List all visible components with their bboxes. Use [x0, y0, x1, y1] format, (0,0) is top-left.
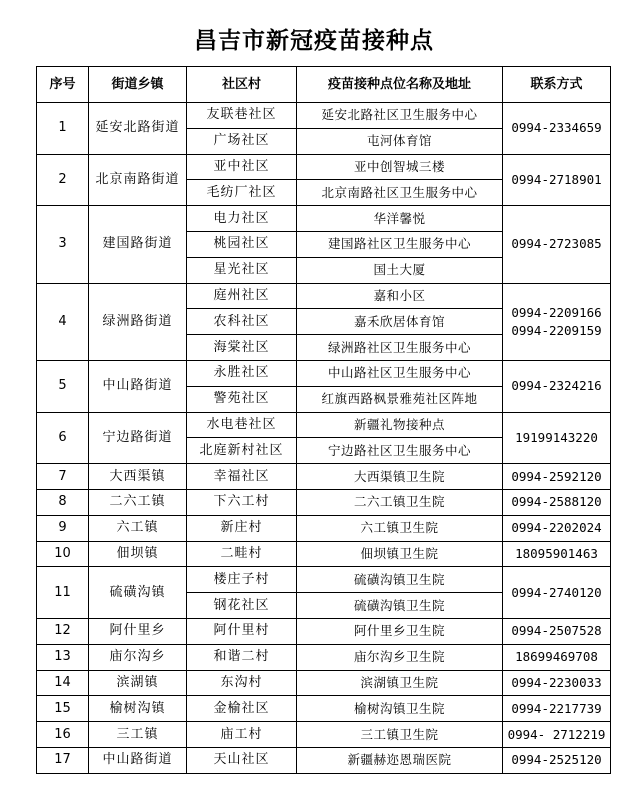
contact-cell [503, 541, 611, 567]
phone-number: 0994-2592120 [511, 468, 602, 484]
community-cell: 警苑社区 [187, 386, 297, 412]
table-row [37, 464, 611, 490]
site-cell: 亚中创智城三楼 [297, 154, 503, 180]
community-cell: 和谐二村 [187, 644, 297, 670]
contact-cell [503, 412, 611, 464]
header-contact: 联系方式 [503, 67, 611, 103]
community-cell: 钢花社区 [187, 593, 297, 619]
community-cell: 下六工村 [187, 489, 297, 515]
street-cell: 绿洲路街道 [89, 283, 187, 360]
street-cell: 庙尔沟乡 [89, 644, 187, 670]
community-cell: 友联巷社区 [187, 103, 297, 129]
table-row [37, 567, 611, 593]
seq-cell: 14 [37, 670, 89, 696]
table-row [37, 206, 611, 232]
site-cell: 华洋馨悦 [297, 206, 503, 232]
site-cell: 三工镇卫生院 [297, 722, 503, 748]
street-cell: 六工镇 [89, 515, 187, 541]
seq-cell: 5 [37, 360, 89, 412]
street-cell: 延安北路街道 [89, 103, 187, 155]
street-cell: 榆树沟镇 [89, 696, 187, 722]
seq-cell: 10 [37, 541, 89, 567]
street-cell: 滨湖镇 [89, 670, 187, 696]
seq-cell: 11 [37, 567, 89, 619]
header-street: 街道乡镇 [89, 67, 187, 103]
table-row [37, 360, 611, 386]
table-header-row [37, 67, 611, 103]
seq-cell: 4 [37, 283, 89, 360]
community-cell: 永胜社区 [187, 360, 297, 386]
site-cell: 延安北路社区卫生服务中心 [297, 103, 503, 129]
phone-number: 0994-2740120 [511, 584, 602, 600]
street-cell: 佃坝镇 [89, 541, 187, 567]
site-cell: 榆树沟镇卫生院 [297, 696, 503, 722]
community-cell: 水电巷社区 [187, 412, 297, 438]
table-row [37, 696, 611, 722]
street-cell: 大西渠镇 [89, 464, 187, 490]
table-body [37, 103, 611, 774]
street-cell: 硫磺沟镇 [89, 567, 187, 619]
site-cell: 中山路社区卫生服务中心 [297, 360, 503, 386]
contact-cell [503, 618, 611, 644]
phone-number: 18699469708 [515, 649, 598, 665]
table-row [37, 515, 611, 541]
seq-cell: 12 [37, 618, 89, 644]
seq-cell: 2 [37, 154, 89, 206]
seq-cell: 6 [37, 412, 89, 464]
street-cell: 建国路街道 [89, 206, 187, 283]
site-cell: 屯河体育馆 [297, 128, 503, 154]
header-seq: 序号 [37, 67, 89, 103]
seq-cell: 17 [37, 747, 89, 773]
site-cell: 硫磺沟镇卫生院 [297, 593, 503, 619]
site-cell: 新疆礼物接种点 [297, 412, 503, 438]
phone-number: 0994-2588120 [511, 494, 602, 510]
site-cell: 宁边路社区卫生服务中心 [297, 438, 503, 464]
contact-cell [503, 154, 611, 206]
community-cell: 星光社区 [187, 257, 297, 283]
contact-cell [503, 644, 611, 670]
seq-cell: 3 [37, 206, 89, 283]
community-cell: 天山社区 [187, 747, 297, 773]
community-cell: 毛纺厂社区 [187, 180, 297, 206]
street-cell: 中山路街道 [89, 747, 187, 773]
site-cell: 国土大厦 [297, 257, 503, 283]
community-cell: 亚中社区 [187, 154, 297, 180]
seq-cell: 15 [37, 696, 89, 722]
phone-number: 0994-2202024 [511, 520, 602, 536]
contact-cell [503, 515, 611, 541]
phone-number: 0994-2718901 [511, 171, 602, 187]
header-community: 社区村 [187, 67, 297, 103]
table-row [37, 283, 611, 309]
community-cell: 海棠社区 [187, 335, 297, 361]
phone-number: 0994-2324216 [511, 378, 602, 394]
community-cell: 农科社区 [187, 309, 297, 335]
phone-number: 0994-2209159 [511, 322, 602, 338]
vaccination-sites-table [36, 66, 611, 774]
site-cell: 嘉禾欣居体育馆 [297, 309, 503, 335]
street-cell: 二六工镇 [89, 489, 187, 515]
table-row [37, 722, 611, 748]
contact-cell [503, 696, 611, 722]
seq-cell: 1 [37, 103, 89, 155]
site-cell: 建国路社区卫生服务中心 [297, 231, 503, 257]
phone-number: 0994-2230033 [511, 674, 602, 690]
community-cell: 庙工村 [187, 722, 297, 748]
header-site: 疫苗接种点位名称及地址 [297, 67, 503, 103]
seq-cell: 16 [37, 722, 89, 748]
contact-cell [503, 103, 611, 155]
phone-number: 18095901463 [515, 545, 598, 561]
phone-number: 0994-2209166 [511, 304, 602, 320]
street-cell: 三工镇 [89, 722, 187, 748]
community-cell: 金榆社区 [187, 696, 297, 722]
phone-number: 19199143220 [515, 429, 598, 445]
community-cell: 二畦村 [187, 541, 297, 567]
site-cell: 庙尔沟乡卫生院 [297, 644, 503, 670]
community-cell: 新庄村 [187, 515, 297, 541]
community-cell: 东沟村 [187, 670, 297, 696]
seq-cell: 13 [37, 644, 89, 670]
page-title: 昌吉市新冠疫苗接种点 [194, 28, 434, 54]
community-cell: 北庭新村社区 [187, 438, 297, 464]
contact-cell [503, 206, 611, 283]
phone-number: 0994-2334659 [511, 120, 602, 136]
table-row [37, 618, 611, 644]
table-row [37, 154, 611, 180]
site-cell: 六工镇卫生院 [297, 515, 503, 541]
contact-cell [503, 747, 611, 773]
phone-number: 0994-2507528 [511, 623, 602, 639]
street-cell: 宁边路街道 [89, 412, 187, 464]
contact-cell [503, 283, 611, 360]
contact-cell [503, 464, 611, 490]
phone-number: 0994-2525120 [511, 752, 602, 768]
site-cell: 二六工镇卫生院 [297, 489, 503, 515]
community-cell: 庭州社区 [187, 283, 297, 309]
table-row [37, 644, 611, 670]
table-row [37, 747, 611, 773]
community-cell: 幸福社区 [187, 464, 297, 490]
site-cell: 新疆赫迩恩瑞医院 [297, 747, 503, 773]
contact-cell [503, 722, 611, 748]
street-cell: 阿什里乡 [89, 618, 187, 644]
phone-number: 0994- 2712219 [507, 726, 606, 742]
table-row [37, 489, 611, 515]
table-row [37, 103, 611, 129]
site-cell: 滨湖镇卫生院 [297, 670, 503, 696]
community-cell: 阿什里村 [187, 618, 297, 644]
community-cell: 广场社区 [187, 128, 297, 154]
contact-cell [503, 360, 611, 412]
site-cell: 北京南路社区卫生服务中心 [297, 180, 503, 206]
table-row [37, 412, 611, 438]
site-cell: 硫磺沟镇卫生院 [297, 567, 503, 593]
contact-cell [503, 567, 611, 619]
phone-number: 0994-2217739 [511, 700, 602, 716]
site-cell: 大西渠镇卫生院 [297, 464, 503, 490]
community-cell: 桃园社区 [187, 231, 297, 257]
site-cell: 嘉和小区 [297, 283, 503, 309]
street-cell: 中山路街道 [89, 360, 187, 412]
table-row [37, 670, 611, 696]
site-cell: 绿洲路社区卫生服务中心 [297, 335, 503, 361]
community-cell: 楼庄子村 [187, 567, 297, 593]
street-cell: 北京南路街道 [89, 154, 187, 206]
site-cell: 阿什里乡卫生院 [297, 618, 503, 644]
table-row [37, 541, 611, 567]
seq-cell: 8 [37, 489, 89, 515]
contact-cell [503, 670, 611, 696]
site-cell: 佃坝镇卫生院 [297, 541, 503, 567]
site-cell: 红旗西路枫景雅苑社区阵地 [297, 386, 503, 412]
seq-cell: 9 [37, 515, 89, 541]
seq-cell: 7 [37, 464, 89, 490]
contact-cell [503, 489, 611, 515]
community-cell: 电力社区 [187, 206, 297, 232]
phone-number: 0994-2723085 [511, 236, 602, 252]
